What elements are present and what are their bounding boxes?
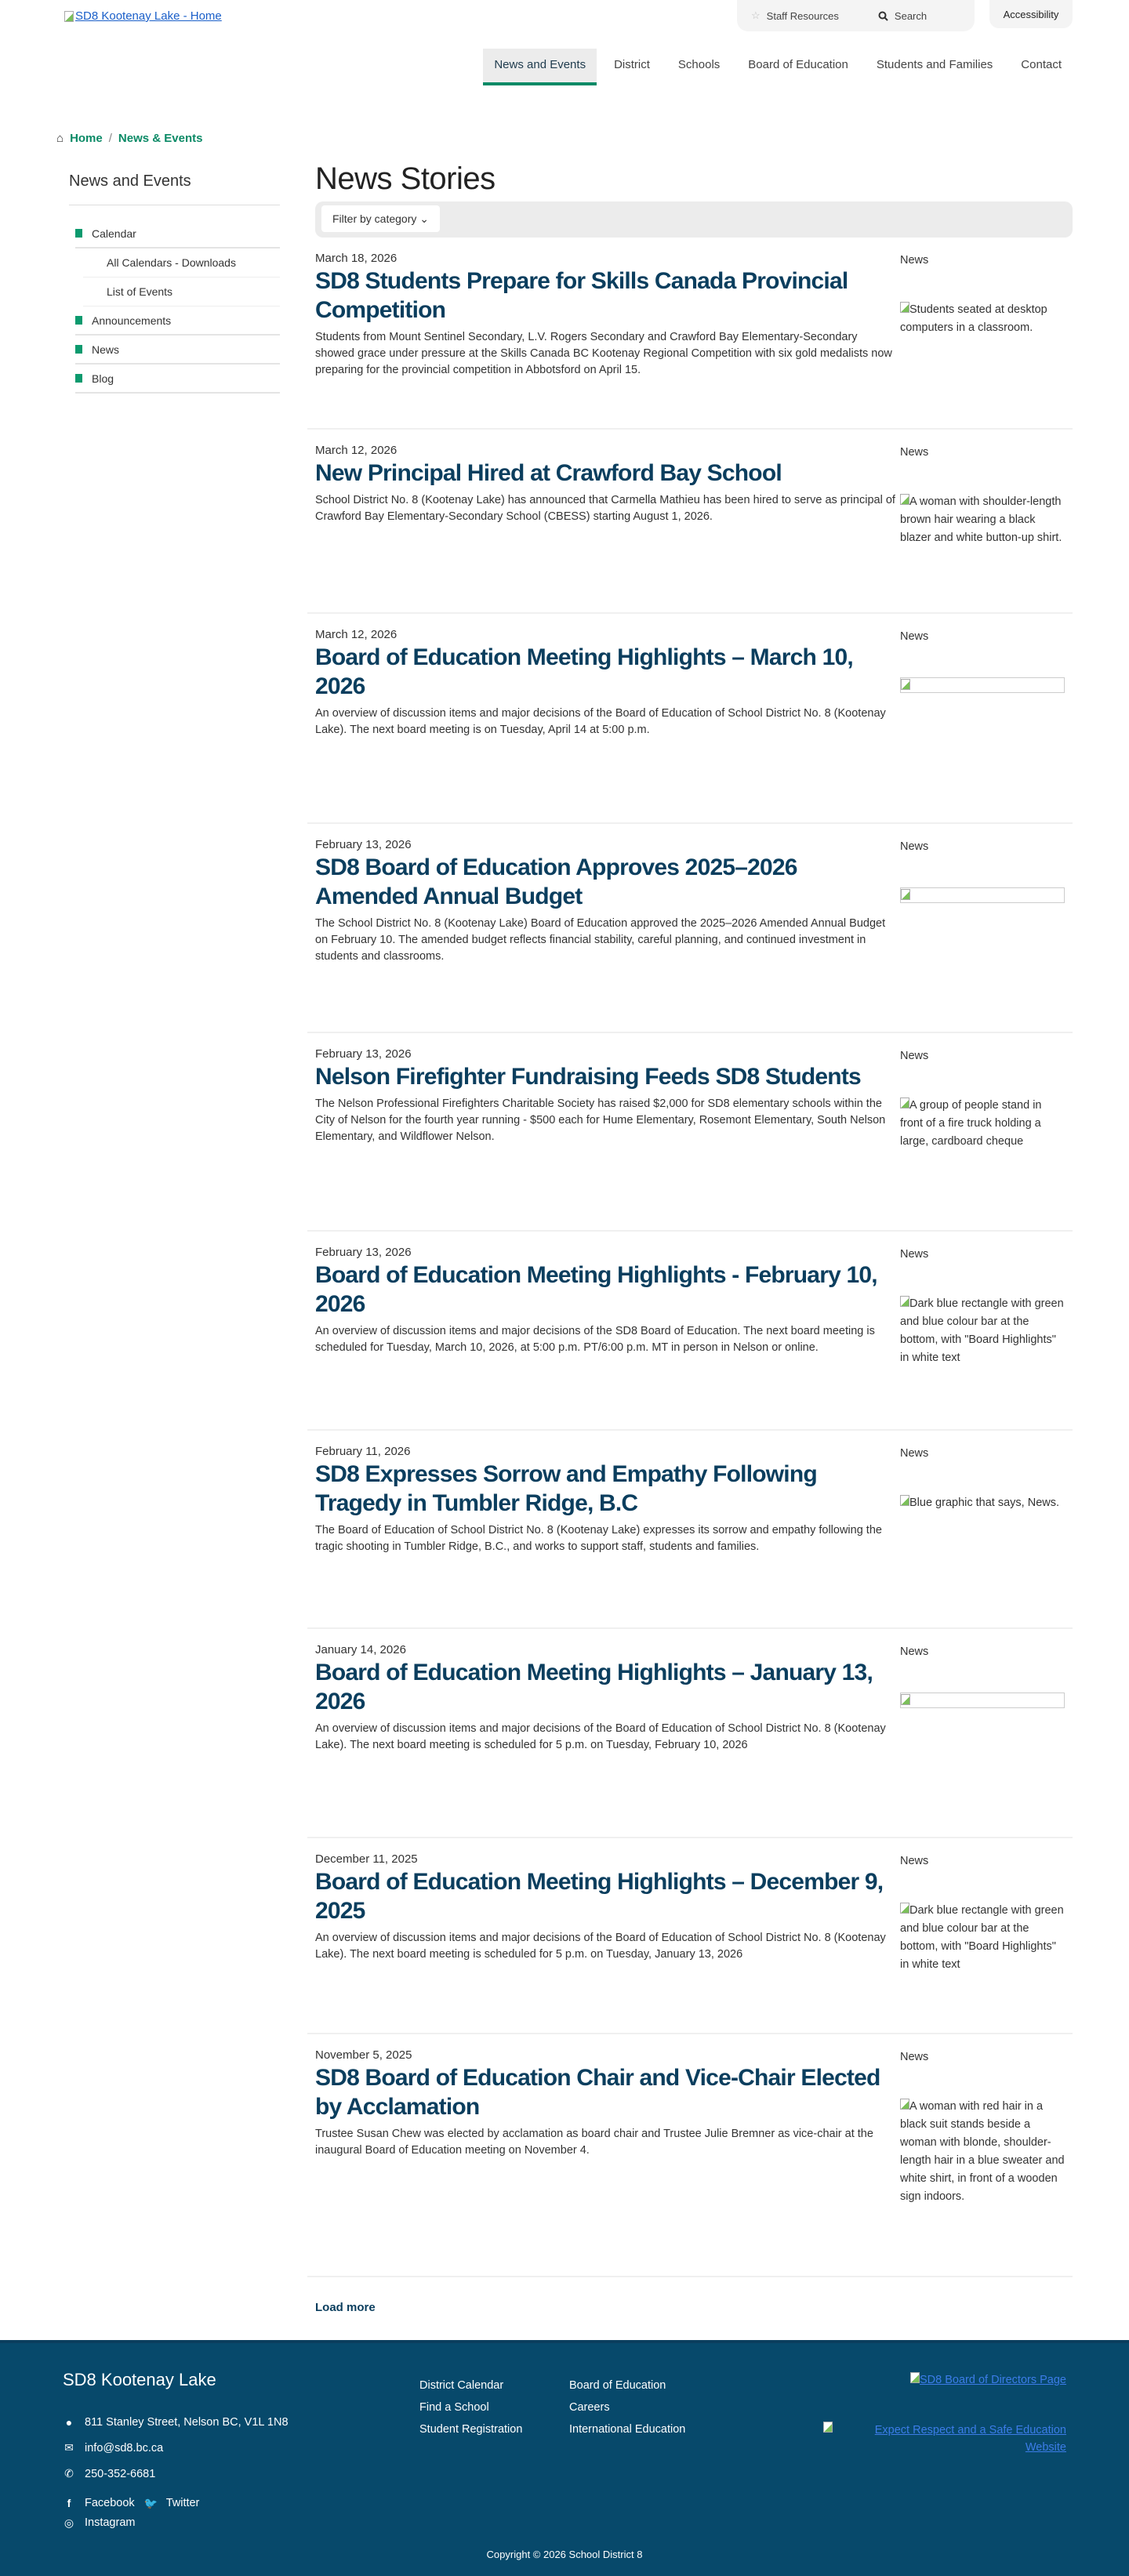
article-summary: The School District No. 8 (Kootenay Lake) Board of Education approved the 2025–2026 Amended Annual Budget on February 10. The amended budget reflects financial stability, careful planning, and continued investment in students and classrooms. bbox=[315, 917, 886, 963]
article-summary: An overview of discussion items and major decisions of the Board of Education of School District No. 8 (Kootenay Lake). The next board meeting is scheduled for 5 p.m. on Tuesday, January 13, 2026 bbox=[315, 1932, 886, 1961]
article-category: News bbox=[900, 1855, 929, 1867]
logo-home-link[interactable] bbox=[64, 9, 222, 23]
nav-students-and-families[interactable]: Students and Families bbox=[876, 58, 993, 71]
footer-link[interactable]: Find a School bbox=[419, 2401, 489, 2414]
news-article bbox=[307, 1838, 1073, 2034]
article-title-link[interactable]: Board of Education Meeting Highlights – March 10, 2026 bbox=[315, 644, 853, 699]
search-button[interactable] bbox=[878, 10, 927, 22]
article-category: News bbox=[900, 2051, 929, 2063]
phone-icon: ✆ bbox=[64, 2467, 74, 2480]
map-pin-icon: ● bbox=[65, 2415, 73, 2429]
article-image[interactable] bbox=[900, 677, 1065, 693]
article-image[interactable] bbox=[900, 301, 1065, 337]
article-date: February 13, 2026 bbox=[315, 1246, 412, 1259]
article-date: January 14, 2026 bbox=[315, 1643, 406, 1656]
page-title: News Stories bbox=[315, 161, 496, 196]
article-summary: The Nelson Professional Firefighters Charitable Society has raised $2,000 for SD8 elementary schools within the City of Nelson for the fourth year running - $500 each for Hume Elementary, Rosemont Elementary, South Nelson Elementary, and Wildflower Nelson. bbox=[315, 1098, 886, 1143]
image-alt-text: Dark blue rectangle with green and blue colour bar at the bottom, with "Board Highlights" in white text bbox=[900, 1904, 1064, 1971]
search-icon bbox=[878, 11, 888, 21]
sidebar-list bbox=[69, 220, 280, 394]
news-article bbox=[307, 824, 1073, 1033]
filter-bar bbox=[315, 201, 1073, 238]
article-title-link[interactable]: Nelson Firefighter Fundraising Feeds SD8 Students bbox=[315, 1064, 861, 1090]
image-alt-text: Blue graphic that says, News. bbox=[909, 1497, 1060, 1509]
expect-respect-image-link[interactable] bbox=[823, 2422, 1066, 2456]
star-icon: ☆ bbox=[751, 9, 761, 21]
article-list bbox=[315, 238, 1073, 2277]
article-date: February 11, 2026 bbox=[315, 1445, 411, 1458]
bullet-icon bbox=[75, 229, 82, 238]
logo-alt-text: SD8 Kootenay Lake - Home bbox=[75, 9, 222, 23]
news-article bbox=[307, 1629, 1073, 1838]
article-image[interactable] bbox=[900, 493, 1065, 547]
article-date: February 13, 2026 bbox=[315, 838, 412, 851]
instagram-icon: ◎ bbox=[64, 2516, 74, 2529]
sidebar bbox=[69, 172, 280, 394]
image-alt-text: Students seated at desktop computers in a classroom. bbox=[900, 303, 1047, 334]
article-title-link[interactable]: Board of Education Meeting Highlights - February 10, 2026 bbox=[315, 1262, 877, 1317]
footer-link[interactable]: Careers bbox=[569, 2401, 610, 2414]
article-title-link[interactable]: SD8 Board of Education Approves 2025–2026 Amended Annual Budget bbox=[315, 854, 797, 909]
staff-resources-link[interactable] bbox=[751, 9, 839, 22]
facebook-icon: f bbox=[67, 2497, 71, 2509]
article-category: News bbox=[900, 840, 929, 853]
article-date: November 5, 2025 bbox=[315, 2048, 412, 2062]
sidebar-item-label: List of Events bbox=[107, 285, 173, 298]
news-article bbox=[307, 1232, 1073, 1431]
filter-by-category-dropdown[interactable] bbox=[321, 205, 440, 232]
footer-instagram[interactable]: Instagram bbox=[85, 2516, 136, 2529]
twitter-icon: 🐦 bbox=[143, 2496, 158, 2509]
article-category: News bbox=[900, 254, 929, 267]
article-image[interactable] bbox=[900, 1494, 1065, 1512]
footer-link[interactable]: District Calendar bbox=[419, 2379, 504, 2392]
chevron-down-icon: ⌄ bbox=[419, 212, 429, 225]
footer-link[interactable]: International Education bbox=[569, 2423, 686, 2436]
article-date: February 13, 2026 bbox=[315, 1047, 412, 1061]
sidebar-item[interactable] bbox=[83, 278, 280, 307]
article-image[interactable] bbox=[900, 1097, 1065, 1151]
filter-label: Filter by category bbox=[332, 212, 417, 225]
article-date: December 11, 2025 bbox=[315, 1852, 418, 1866]
nav-news-and-events[interactable]: News and Events bbox=[483, 49, 597, 85]
footer-email[interactable]: info@sd8.bc.ca bbox=[85, 2441, 164, 2454]
image-link-alt: Expect Respect and a Safe Education Website bbox=[874, 2424, 1066, 2454]
footer-title: SD8 Kootenay Lake bbox=[63, 2370, 216, 2389]
news-article bbox=[307, 1033, 1073, 1232]
nav-schools[interactable]: Schools bbox=[677, 58, 721, 71]
footer-facebook[interactable]: Facebook bbox=[85, 2497, 135, 2509]
article-title-link[interactable]: Board of Education Meeting Highlights – January 13, 2026 bbox=[315, 1660, 873, 1714]
sidebar-title: News and Events bbox=[69, 172, 280, 205]
article-category: News bbox=[900, 446, 929, 459]
news-article bbox=[307, 614, 1073, 824]
load-more-button[interactable]: Load more bbox=[315, 2301, 376, 2314]
article-summary: The Board of Education of School District No. 8 (Kootenay Lake) expresses its sorrow and empathy following the tragic shooting in Tumbler Ridge, B.C., and works to support staff, students and families. bbox=[315, 1524, 882, 1553]
article-title-link[interactable]: SD8 Board of Education Chair and Vice-Chair Elected by Acclamation bbox=[315, 2065, 880, 2120]
news-article bbox=[307, 238, 1073, 430]
broken-image-icon bbox=[900, 302, 909, 313]
nav-board-of-education[interactable]: Board of Education bbox=[748, 58, 848, 71]
copyright: Copyright © 2026 School District 8 bbox=[486, 2549, 643, 2560]
utility-bar bbox=[737, 0, 975, 31]
article-title-link[interactable]: Board of Education Meeting Highlights – December 9, 2025 bbox=[315, 1869, 884, 1924]
image-alt-text: A woman with shoulder-length brown hair wearing a black blazer and white button-up shirt. bbox=[900, 495, 1062, 544]
accessibility-button[interactable]: Accessibility bbox=[989, 0, 1073, 28]
article-summary: An overview of discussion items and major decisions of the Board of Education of School District No. 8 (Kootenay Lake). The next board meeting is on Tuesday, April 14 at 5:00 p.m. bbox=[315, 707, 886, 736]
main-content bbox=[315, 161, 1073, 2314]
article-image[interactable] bbox=[900, 2098, 1065, 2206]
article-summary: Trustee Susan Chew was elected by acclamation as board chair and Trustee Julie Bremner as vice-chair at the inaugural Board of Education meeting on November 4. bbox=[315, 2128, 873, 2157]
broken-image-icon bbox=[901, 1694, 910, 1705]
footer-phone[interactable]: 250-352-6681 bbox=[85, 2467, 156, 2480]
bullet-icon bbox=[75, 316, 82, 325]
broken-image-icon bbox=[900, 2099, 909, 2110]
nav-district[interactable]: District bbox=[614, 58, 650, 71]
broken-image-icon bbox=[900, 1296, 909, 1307]
sidebar-item[interactable] bbox=[75, 220, 280, 249]
article-summary: School District No. 8 (Kootenay Lake) has announced that Carmella Mathieu has been hired to serve as principal of Crawford Bay Elementary-Secondary School (CBESS) starting August 1, 2026. bbox=[315, 494, 895, 523]
article-title-link[interactable]: SD8 Expresses Sorrow and Empathy Following Tragedy in Tumbler Ridge, B.C bbox=[315, 1461, 817, 1516]
article-image[interactable] bbox=[900, 1295, 1065, 1367]
search-label: Search bbox=[894, 9, 928, 22]
board-of-directors-image-link[interactable] bbox=[823, 2371, 1066, 2389]
article-category: News bbox=[900, 630, 929, 643]
footer-links-col1 bbox=[419, 2375, 522, 2440]
image-alt-text: A woman with red hair in a black suit stands beside a woman with blonde, shoulder-length hair in a blue sweater and white shirt, in front of a wooden sign indoors. bbox=[900, 2100, 1065, 2203]
broken-image-icon bbox=[910, 2372, 920, 2383]
mail-icon: ✉ bbox=[64, 2441, 74, 2454]
main-nav bbox=[477, 49, 1073, 85]
broken-image-icon bbox=[823, 2422, 833, 2433]
footer-image-links bbox=[823, 2371, 1066, 2456]
sidebar-item-label: News bbox=[92, 343, 120, 356]
breadcrumb bbox=[56, 132, 202, 145]
article-summary: An overview of discussion items and major decisions of the Board of Education of School District No. 8 (Kootenay Lake). The next board meeting is scheduled for 5 p.m. on Tuesday, February 10, 2026 bbox=[315, 1722, 886, 1751]
article-date: March 18, 2026 bbox=[315, 252, 398, 265]
footer-links-col2 bbox=[569, 2375, 685, 2440]
image-alt-text: Dark blue rectangle with green and blue colour bar at the bottom, with "Board Highlights" in white text bbox=[900, 1297, 1064, 1364]
article-category: News bbox=[900, 1050, 929, 1062]
news-article bbox=[307, 430, 1073, 614]
breadcrumb-current[interactable]: News & Events bbox=[118, 132, 203, 145]
breadcrumb-home[interactable]: Home bbox=[70, 132, 103, 145]
broken-image-icon bbox=[901, 679, 910, 690]
footer bbox=[0, 2340, 1129, 2576]
breadcrumb-separator: / bbox=[108, 132, 112, 145]
news-article bbox=[307, 1431, 1073, 1629]
bullet-icon bbox=[75, 374, 82, 383]
sidebar-item-label: Announcements bbox=[92, 314, 172, 327]
article-category: News bbox=[900, 1248, 929, 1261]
news-article bbox=[307, 2034, 1073, 2277]
footer-link[interactable]: Student Registration bbox=[419, 2423, 523, 2436]
footer-link[interactable]: Board of Education bbox=[569, 2379, 666, 2392]
image-alt-text: A group of people stand in front of a fire truck holding a large, cardboard cheque bbox=[900, 1099, 1042, 1148]
footer-twitter[interactable]: Twitter bbox=[165, 2497, 200, 2509]
sidebar-item-label: All Calendars - Downloads bbox=[107, 256, 236, 269]
broken-image-icon bbox=[64, 11, 74, 22]
article-summary: Students from Mount Sentinel Secondary, L.V. Rogers Secondary and Crawford Bay Elementary-Secondary showed grace under pressure at the Skills Canada BC Kootenay Regional Competition with six gold medalists now preparing for the provincial competition in Abbotsford on April 15. bbox=[315, 331, 892, 376]
broken-image-icon bbox=[900, 494, 909, 505]
broken-image-icon bbox=[901, 889, 910, 900]
sidebar-item[interactable] bbox=[75, 336, 280, 365]
article-image[interactable] bbox=[900, 1902, 1065, 1974]
broken-image-icon bbox=[900, 1495, 909, 1506]
footer-contact bbox=[63, 2409, 289, 2532]
sidebar-item-label: Calendar bbox=[92, 227, 136, 240]
article-image[interactable] bbox=[900, 887, 1065, 903]
sidebar-item-label: Blog bbox=[92, 372, 114, 385]
staff-resources-label: Staff Resources bbox=[766, 9, 839, 22]
sidebar-item[interactable] bbox=[83, 249, 280, 278]
article-date: March 12, 2026 bbox=[315, 628, 398, 641]
sidebar-item[interactable] bbox=[75, 307, 280, 336]
article-category: News bbox=[900, 1447, 929, 1460]
home-icon: ⌂ bbox=[56, 132, 64, 145]
article-date: March 12, 2026 bbox=[315, 444, 398, 457]
image-link-alt: SD8 Board of Directors Page bbox=[920, 2374, 1066, 2386]
footer-address: 811 Stanley Street, Nelson BC, V1L 1N8 bbox=[85, 2415, 289, 2429]
article-summary: An overview of discussion items and major decisions of the SD8 Board of Education. The next board meeting is scheduled for Tuesday, March 10, 2026, at 5:00 p.m. PT/6:00 p.m. MT in person in Nelson or online. bbox=[315, 1325, 875, 1354]
article-title-link[interactable]: New Principal Hired at Crawford Bay School bbox=[315, 460, 782, 486]
article-category: News bbox=[900, 1645, 929, 1658]
sidebar-item[interactable] bbox=[75, 365, 280, 394]
broken-image-icon bbox=[900, 1098, 909, 1108]
article-title-link[interactable]: SD8 Students Prepare for Skills Canada Provincial Competition bbox=[315, 268, 848, 323]
article-image[interactable] bbox=[900, 1693, 1065, 1708]
broken-image-icon bbox=[900, 1903, 909, 1914]
bullet-icon bbox=[75, 345, 82, 354]
nav-contact[interactable]: Contact bbox=[1021, 58, 1062, 71]
